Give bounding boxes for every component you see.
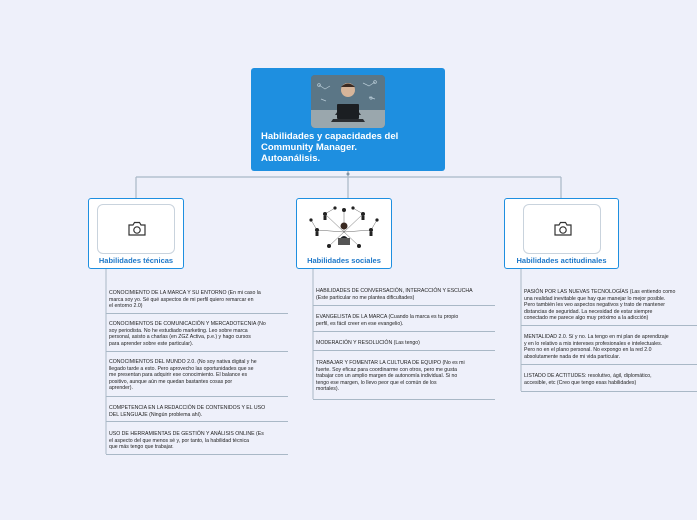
text-line: CONOCIMIENTOS DEL MUNDO 2.0. (No soy nativa digital y he — [109, 359, 257, 365]
image-placeholder — [523, 204, 601, 254]
text-line: trabajar con un amplio margen de autonomía individual. Si no — [316, 373, 458, 380]
camera-icon — [553, 221, 573, 237]
text-line: el entorno 2.0) — [109, 303, 143, 310]
topic-habilidades-tecnicas[interactable] — [88, 198, 184, 269]
subtopic-underline — [521, 391, 697, 392]
subtopic-item[interactable] — [109, 359, 257, 392]
topic-habilidades-sociales[interactable] — [296, 198, 392, 269]
topic-label: Habilidades técnicas — [98, 256, 174, 265]
text-line: aprender). — [109, 385, 133, 392]
subtopic-underline — [106, 351, 288, 352]
text-line: para aprender sobre este particular). — [109, 340, 194, 347]
text-line: CONOCIMIENTOS DE COMUNICACIÓN Y MERCADOTECNIA (No — [109, 321, 266, 327]
text-line: llegado tarde a esto. Pero aprovecho las oportunidades que se — [109, 365, 254, 372]
central-topic-title — [261, 131, 439, 164]
topic-habilidades-actitudinales[interactable] — [504, 198, 619, 269]
text-line: absolutamente nada de mi vida particular. — [524, 353, 621, 360]
text-line: una realidad inevitable que hay que manejar lo mejor posible. — [524, 295, 666, 302]
text-line: LISTADO DE ACTITUDES: resolutivo, ágil, diplomático, — [524, 373, 652, 379]
topic-label: Habilidades sociales — [307, 256, 381, 265]
title-line: Autoanálisis. — [261, 153, 321, 164]
subtopic-underline — [106, 396, 288, 397]
subtopic-underline — [313, 331, 495, 332]
text-line: el aspecto del que menos sé y, por tanto, la habilidad técnica — [109, 437, 250, 444]
subtopic-underline — [313, 305, 495, 306]
text-line: MENTALIDAD 2.0. Sí y no. La tengo en mi plan de aprendizaje — [524, 334, 669, 340]
text-line: mortales). — [316, 386, 340, 393]
subtopic-underline — [521, 325, 697, 326]
subtopic-underline — [106, 313, 288, 314]
text-line: CONOCIMIENTO DE LA MARCA Y SU ENTORNO (En mi caso la — [109, 290, 261, 296]
text-line: marca soy yo. Sé qué aspectos de mi perfil quiero remarcar en — [109, 296, 254, 303]
text-line: Pero no en el plano personal. No expongo en la red 2.0 — [524, 347, 652, 354]
subtopic-underline — [313, 350, 495, 351]
text-line: accesible, etc (Creo que tengo esas habilidades) — [524, 379, 637, 386]
subtopic-item[interactable] — [524, 289, 675, 322]
text-line: me presentan para adquirir ese conocimiento. El balance es — [109, 372, 248, 379]
image-placeholder — [97, 204, 175, 254]
subtopic-underline — [313, 399, 495, 400]
text-line: fuerte. Soy eficaz para coordinarme con otros, pero me gusta — [316, 366, 457, 373]
text-line: USO DE HERRAMIENTAS DE GESTIÓN Y ANÁLISIS ONLINE (Es — [109, 431, 264, 437]
text-line: TRABAJAR Y FOMENTAR LA CULTURA DE EQUIPO (No es mi — [316, 360, 465, 366]
text-line: PASIÓN POR LAS NUEVAS TECNOLOGÍAS (Las entiendo como — [524, 289, 676, 295]
subtopic-item[interactable] — [524, 373, 652, 386]
text-line: (Este particular no me plantea dificultades) — [316, 294, 415, 301]
subtopic-item[interactable] — [109, 431, 264, 451]
people-network-image — [305, 204, 383, 254]
person-at-laptop-photo — [311, 75, 385, 128]
text-line: perfil, es fácil creer en ese evangelio). — [316, 320, 404, 327]
subtopic-item[interactable] — [316, 314, 458, 327]
text-line: positivo, aunque aún me quedan bastantes cosas por — [109, 378, 233, 385]
subtopic-item[interactable] — [316, 288, 473, 301]
subtopic-underline — [521, 364, 697, 365]
text-line: COMPETENCIA EN LA REDACCIÓN DE CONTENIDOS Y EL USO — [109, 405, 266, 411]
subtopic-item[interactable] — [109, 405, 265, 418]
subtopic-item[interactable] — [109, 290, 261, 310]
text-line: distancias de seguridad. La necesidad de estar siempre — [524, 308, 653, 315]
subtopic-item[interactable] — [524, 334, 669, 360]
text-line: soy periodista. No he estudiado marketing. Leo sobre marca — [109, 327, 248, 334]
title-line: Habilidades y capacidades del — [261, 131, 399, 142]
text-line: Pero también les veo aspectos negativos y trato de mantener — [524, 302, 666, 309]
central-topic[interactable] — [251, 68, 445, 171]
subtopic-item[interactable] — [316, 340, 420, 347]
text-line: EVANGELISTA DE LA MARCA (Cuando la marca es tu propio — [316, 314, 459, 320]
camera-icon — [127, 221, 147, 237]
title-line: Community Manager. — [261, 142, 358, 153]
text-line: tengo ese margen, lo llevo peor que el común de los — [316, 379, 437, 386]
text-line: y en lo relativo a mis intereses profesionales e intelectuales. — [524, 340, 663, 347]
subtopic-item[interactable] — [109, 321, 266, 347]
text-line: conectado me parece algo muy próximo a la adicción) — [524, 315, 649, 322]
text-line: HABILIDADES DE CONVERSACIÓN, INTERACCIÓN Y ESCUCHA — [316, 288, 473, 294]
topic-label: Habilidades actitudinales — [516, 256, 607, 265]
text-line: personal, asisto a charlas (en ZGZ Activa, p.e.) y hago cursos — [109, 334, 251, 341]
text-line: MODERACIÓN Y RESOLUCIÓN (Las tengo) — [316, 340, 420, 346]
text-line: que más tengo que trabajar. — [109, 444, 174, 451]
subtopic-item[interactable] — [316, 360, 465, 393]
subtopic-underline — [106, 454, 288, 455]
subtopic-underline — [106, 421, 288, 422]
text-line: DEL LENGUAJE (Ningún problema ahí). — [109, 411, 203, 418]
